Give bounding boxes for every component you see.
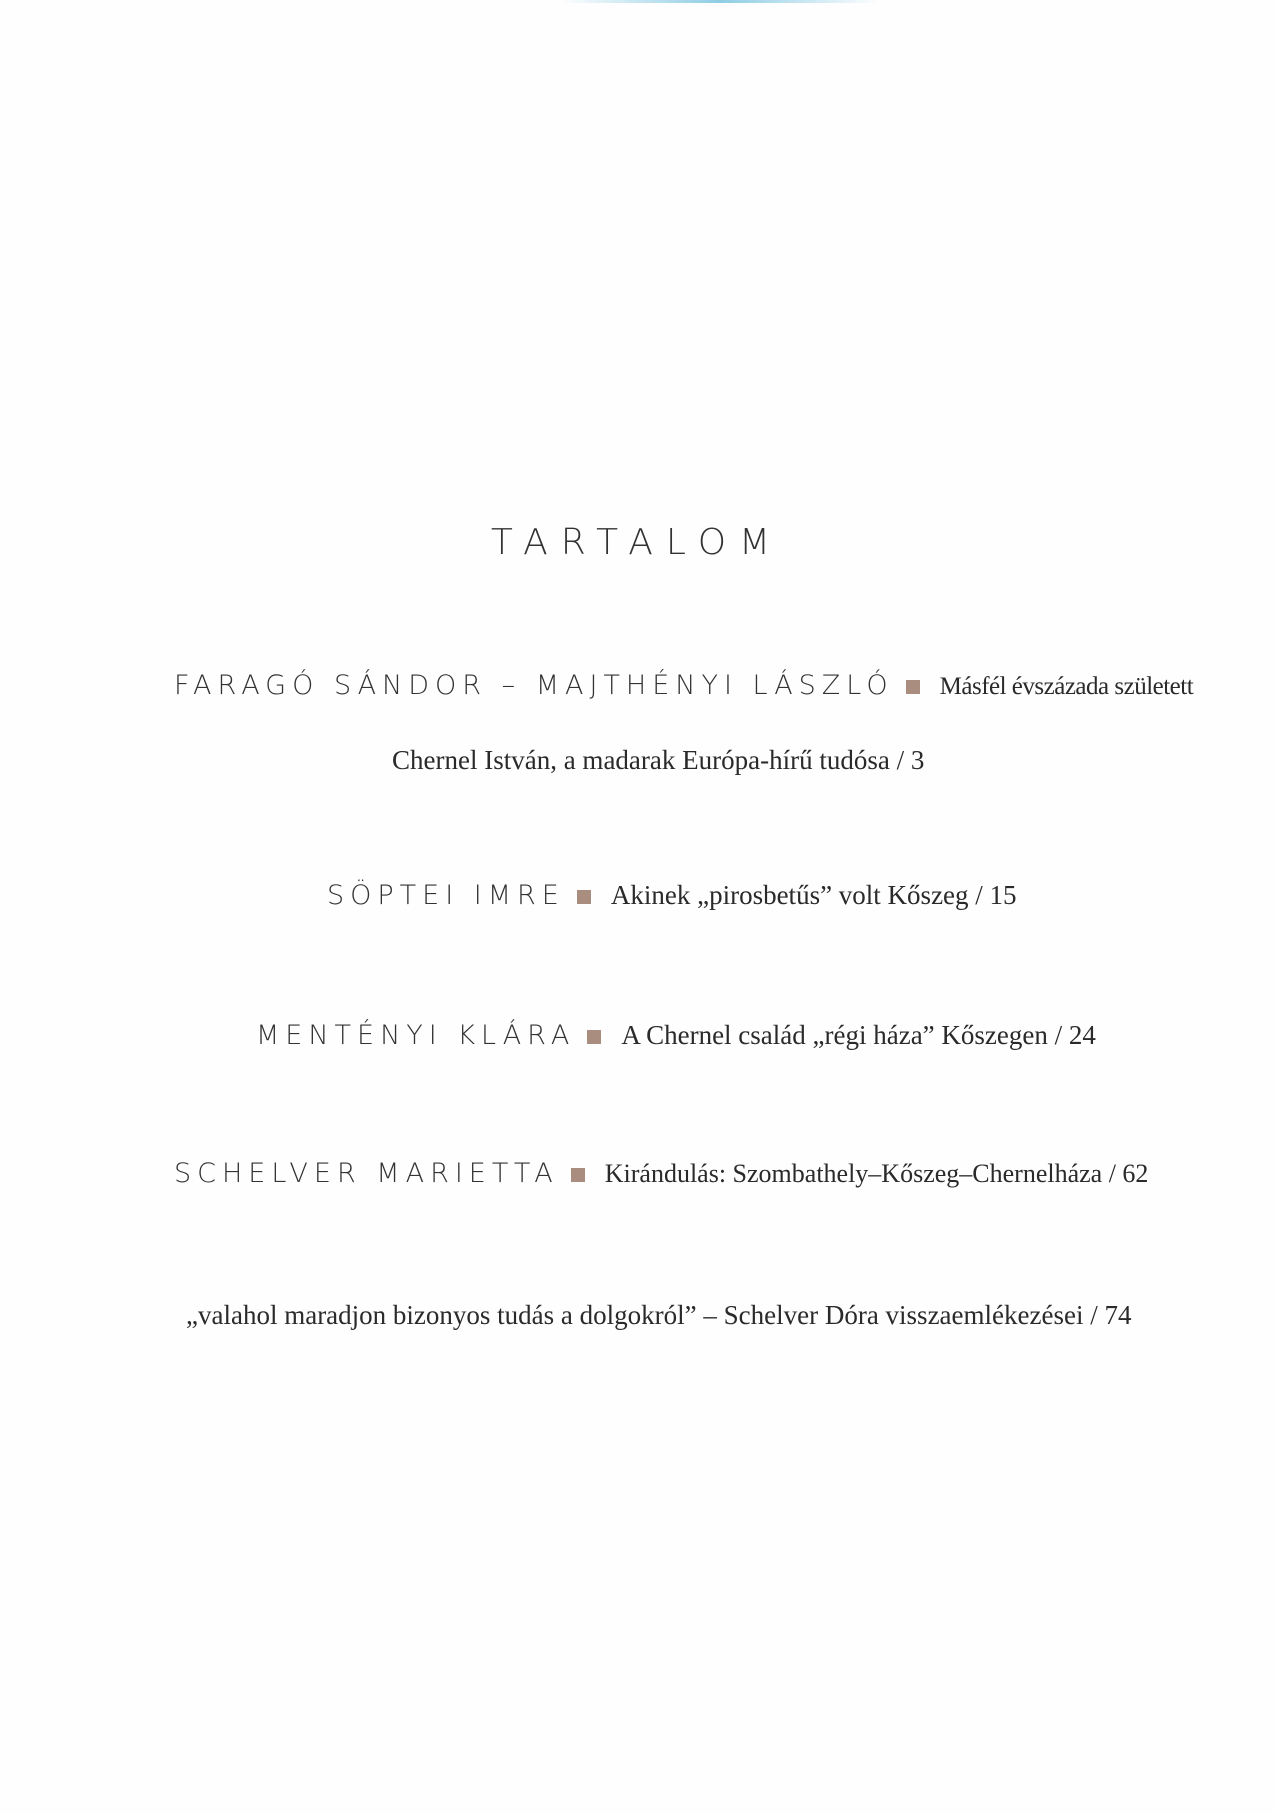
square-bullet-icon: [577, 890, 591, 904]
toc-entry-1: [174, 670, 1274, 701]
toc-entry-3: [256, 1020, 1274, 1051]
toc-entry-author: SCHELVER MARIETTA: [174, 1158, 559, 1189]
toc-entry-title: Másfél évszázada született: [939, 673, 1194, 700]
toc-entry-title: Akinek „pirosbetűs” volt Kőszeg / 15: [610, 880, 1017, 910]
scan-edge-mark: [560, 0, 880, 3]
toc-entry-author: FARAGÓ SÁNDOR – MAJTHÉNYI LÁSZLÓ: [174, 670, 894, 701]
square-bullet-icon: [906, 680, 920, 694]
toc-entry-2: [327, 880, 1274, 911]
toc-entry-4: [174, 1158, 1274, 1189]
toc-entry-title: Chernel István, a madarak Európa-hírű tudósa / 3: [392, 745, 925, 775]
toc-entry-author: MENTÉNYI KLÁRA: [256, 1020, 576, 1051]
square-bullet-icon: [587, 1030, 601, 1044]
page-title: TARTALOM: [490, 522, 784, 563]
toc-entry-title: Kirándulás: Szombathely–Kőszeg–Chernelháza / 62: [604, 1159, 1149, 1188]
square-bullet-icon: [571, 1168, 585, 1182]
toc-entry-title: A Chernel család „régi háza” Kőszegen / 24: [621, 1020, 1096, 1050]
toc-entry-5: [186, 1300, 1274, 1331]
toc-entry-title: „valahol maradjon bizonyos tudás a dolgokról” – Schelver Dóra visszaemlékezései / 74: [186, 1300, 1132, 1330]
toc-entry-1-continuation: [392, 745, 1274, 776]
toc-entry-author: SÖPTEI IMRE: [327, 880, 565, 911]
